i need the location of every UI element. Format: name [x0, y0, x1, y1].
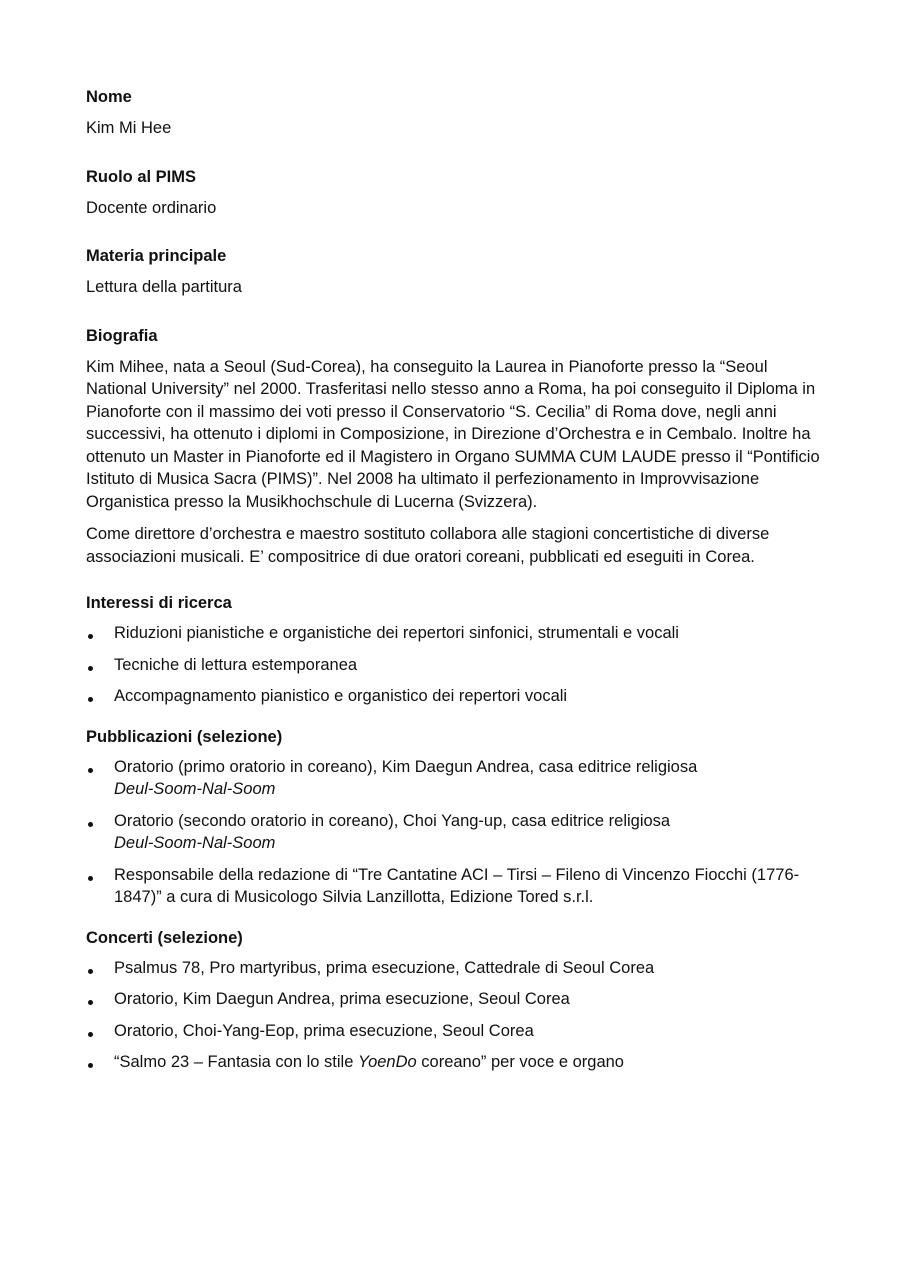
- pubblicazione-text: Responsabile della redazione di “Tre Cantatine ACI – Tirsi – Fileno di Vincenzo Fiocchi (1776-1847)” a cura di Musicologo Silvia Lanzillotta, Edizione Tored s.r.l.: [114, 865, 800, 906]
- list-item: Oratorio, Kim Daegun Andrea, prima esecuzione, Seoul Corea: [86, 988, 821, 1011]
- concerti-heading: Concerti (selezione): [86, 928, 243, 947]
- materia-heading: Materia principale: [86, 247, 227, 265]
- concerto-text-after: coreano” per voce e organo: [416, 1053, 624, 1071]
- concerto-text-italic: YoenDo: [357, 1053, 417, 1071]
- pubblicazione-publisher: Deul-Soom-Nal-Soom: [114, 780, 276, 798]
- pubblicazione-publisher: Deul-Soom-Nal-Soom: [114, 834, 276, 852]
- ruolo-value: Docente ordinario: [86, 198, 217, 217]
- biografia-heading: Biografia: [86, 326, 158, 345]
- list-item: Riduzioni pianistiche e organistiche dei repertori sinfonici, strumentali e vocali: [86, 622, 821, 645]
- ruolo-heading: Ruolo al PIMS: [86, 167, 197, 186]
- biografia-paragraph-2: Come direttore d’orchestra e maestro sostituto collabora alle stagioni concertistiche di diverse associazioni musicali. E’ compositrice di due oratori coreani, pubblicati ed eseguiti in Corea.: [86, 525, 770, 566]
- list-item: [86, 810, 821, 855]
- nome-value: Kim Mi Hee: [86, 119, 172, 137]
- nome-heading: Nome: [86, 88, 132, 106]
- list-item: [86, 1051, 821, 1074]
- pubblicazione-text: Oratorio (primo oratorio in coreano), Kim Daegun Andrea, casa editrice religiosa: [114, 757, 698, 776]
- pubblicazioni-list: [86, 756, 821, 909]
- list-item: Psalmus 78, Pro martyribus, prima esecuzione, Cattedrale di Seoul Corea: [86, 957, 821, 980]
- list-item: Oratorio, Choi-Yang-Eop, prima esecuzione, Seoul Corea: [86, 1020, 821, 1043]
- interessi-heading: Interessi di ricerca: [86, 594, 232, 612]
- pubblicazione-text: Oratorio (secondo oratorio in coreano), Choi Yang-up, casa editrice religiosa: [114, 811, 671, 830]
- list-item: Tecniche di lettura estemporanea: [86, 654, 821, 677]
- interessi-list: [86, 622, 821, 708]
- materia-value: Lettura della partitura: [86, 278, 242, 296]
- list-item: [86, 864, 821, 909]
- concerto-text-before: “Salmo 23 – Fantasia con lo stile: [114, 1053, 358, 1071]
- biografia-section: [86, 325, 821, 569]
- pubblicazioni-heading: Pubblicazioni (selezione): [86, 727, 283, 746]
- concerti-list: [86, 957, 821, 1074]
- biografia-paragraph-1: Kim Mihee, nata a Seoul (Sud-Corea), ha conseguito la Laurea in Pianoforte presso la “Seoul National University” nel 2000. Trasferitasi nello stesso anno a Roma, ha poi conseguito il Diploma in Pianoforte con il massimo dei voti presso il Conservatorio “S. Cecilia” di Roma dove, negli anni successivi, ha ottenuto i diplomi in Composizione, in Direzione d’Orchestra e in Cembalo. Inoltre ha ottenuto un Master in Pianoforte ed il Magistero in Organo SUMMA CUM LAUDE presso il “Pontificio Istituto di Musica Sacra (PIMS)”. Nel 2008 ha ultimato il perfezionamento in Improvvisazione Organistica presso la Musikhochschule di Lucerna (Svizzera).: [86, 357, 820, 511]
- list-item: Accompagnamento pianistico e organistico dei repertori vocali: [86, 685, 821, 708]
- document-page: [86, 86, 821, 1083]
- list-item: [86, 756, 821, 801]
